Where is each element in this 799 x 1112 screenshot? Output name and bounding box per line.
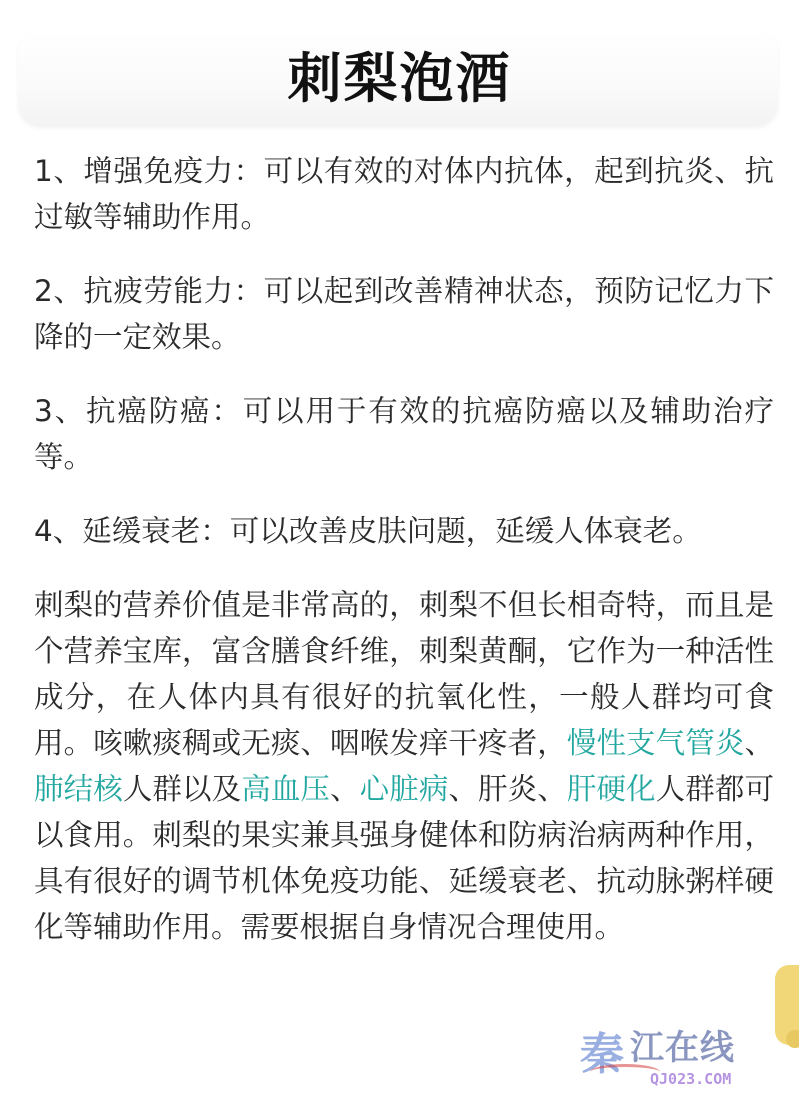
paragraph-text: 、 [744,726,774,760]
inline-link[interactable]: 心脏病 [359,772,449,806]
inline-link[interactable]: 慢性支气管炎 [566,726,745,760]
inline-link[interactable]: 高血压 [241,772,331,806]
paragraph-text: 、 [330,772,360,806]
watermark-logo [570,1010,795,1105]
paragraph [34,582,774,950]
paragraph [34,148,774,240]
paragraph-text: 刺梨的营养价值是非常高的，刺梨不但长相奇特，而且是个营养宝库，富含膳食纤维，刺梨黄酮，它作为一种活性成分，在人体内具有很好的抗氧化性，一般人群均可食用。咳嗽痰稠或无痰、咽喉发痒干疼者， [34,588,774,760]
paragraph [34,268,774,360]
paragraph-text: 1、增强免疫力：可以有效的对体内抗体，起到抗炎、抗过敏等辅助作用。 [34,154,774,234]
watermark-url: QJ023.COM [650,1070,732,1088]
page-title: 刺梨泡酒 [287,47,512,110]
inline-link[interactable]: 肝硬化 [566,772,656,806]
paragraph-text: 人群都可以食用。刺梨的果实兼具强身健体和防病治病两种作用，具有很好的调节机体免疫功能、延缓衰老、抗动脉粥样硬化等辅助作用。需要根据自身情况合理使用。 [34,772,774,944]
article-body [34,148,774,950]
paragraph-text: 3、抗癌防癌：可以用于有效的抗癌防癌以及辅助治疗等。 [34,394,774,474]
watermark-glyph: 秦 [580,1029,624,1080]
inline-link[interactable]: 肺结核 [34,772,123,806]
paragraph-text: 4、延缓衰老：可以改善皮肤问题，延缓人体衰老。 [34,514,702,548]
paragraph [34,388,774,480]
watermark-site-name: 江在线 [630,1028,735,1068]
paragraph-text: 人群以及 [122,772,242,806]
paragraph-text: 2、抗疲劳能力：可以起到改善精神状态，预防记忆力下降的一定效果。 [34,274,774,354]
paragraph [34,508,774,554]
paragraph-text: 、肝炎、 [448,772,567,806]
